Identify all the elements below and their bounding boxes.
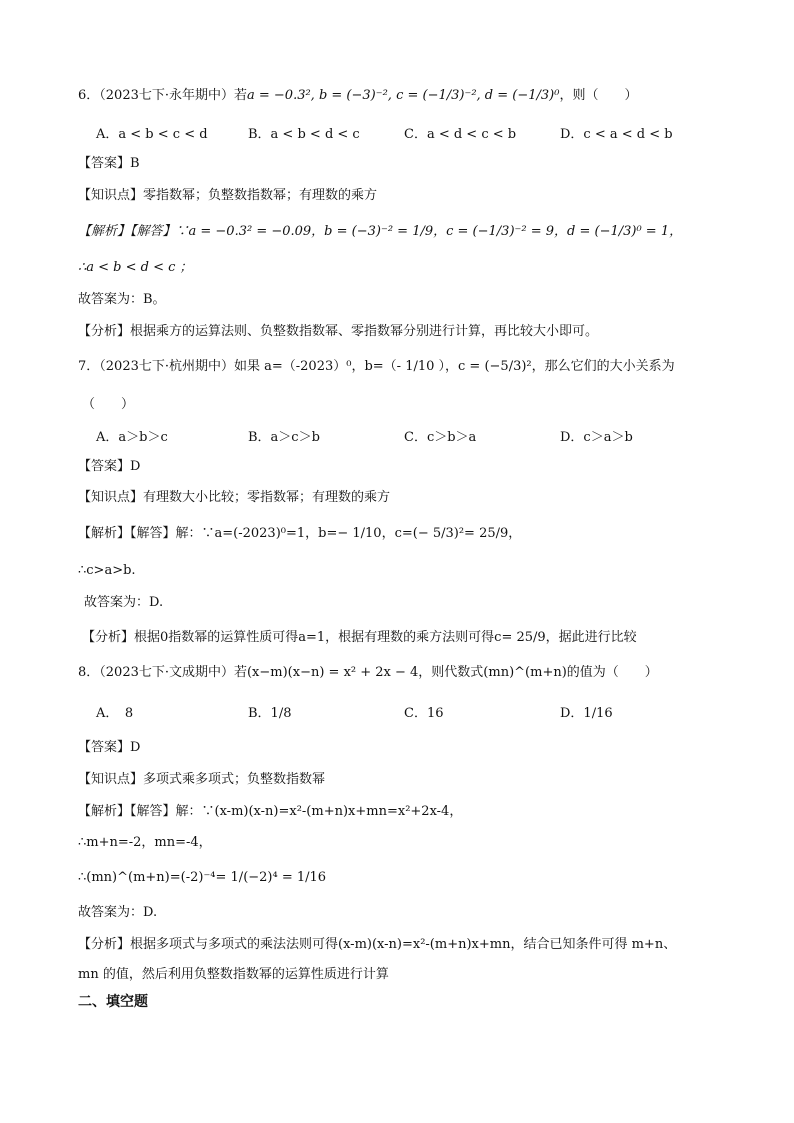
q7-stem-1: 7．（2023七下·杭州期中）如果 a=（-2023）⁰，b=（- 1/10 ），c = (−5/3)²，那么它们的大小关系为 <box>78 359 675 374</box>
q8-option-a: A． 8 <box>96 706 134 721</box>
q7-option-d: D．c＞a＞b <box>560 430 633 445</box>
q7-solution-2: ∴c>a>b. <box>78 563 136 578</box>
q7-option-a: A．a＞b＞c <box>96 430 168 445</box>
q7-stem-2: （ ） <box>82 397 135 412</box>
q8-analysis-2: mn 的值，然后利用负整数指数幂的运算性质进行计算 <box>78 967 389 982</box>
q8-answer: 【答案】D <box>78 740 141 755</box>
q8-solution-3: ∴(mn)^(m+n)=(-2)⁻⁴= 1/(−2)⁴ = 1/16 <box>78 870 327 885</box>
q6-solution-2: ∴a < b < d < c ； <box>78 260 193 275</box>
q8-knowledge: 【知识点】多项式乘多项式；负整数指数幂 <box>78 772 326 787</box>
q7-option-b: B．a＞c＞b <box>248 430 320 445</box>
q8-solution-1: 【解析】【解答】解：∵(x-m)(x-n)=x²-(m+n)x+mn=x²+2x-4， <box>78 804 463 819</box>
q7-solution-1: 【解析】【解答】解：∵a=(-2023)⁰=1，b=− 1/10，c=(− 5/3)²= 25/9， <box>78 526 522 541</box>
q8-option-d: D．1/16 <box>560 706 613 721</box>
q7-solution-3: 故答案为：D. <box>84 595 164 610</box>
q6-stem-suffix: ，则（ ） <box>559 88 638 103</box>
q7-analysis: 【分析】根据0指数幂的运算性质可得a=1，根据有理数的乘方法则可得c= 25/9，据此进行比较 <box>82 630 637 645</box>
q6-knowledge: 【知识点】零指数幂；负整数指数幂；有理数的乘方 <box>78 188 378 203</box>
q6-answer: 【答案】B <box>78 156 140 171</box>
q8-solution-4: 故答案为：D. <box>78 905 158 920</box>
q8-option-b: B．1/8 <box>248 706 292 721</box>
q6-stem-cond: a = −0.3², b = (−3)⁻², c = (−1/3)⁻², d = (−1/3)⁰ <box>247 88 560 103</box>
q6-solution-3: 故答案为：B。 <box>78 292 166 307</box>
q6-option-b: B．a < b < d < c <box>248 127 360 142</box>
q8-solution-2: ∴m+n=-2，mn=-4， <box>78 835 212 850</box>
q7-option-c: C．c＞b＞a <box>404 430 477 445</box>
q8-stem: 8．（2023七下·文成期中）若(x−m)(x−n) = x² + 2x − 4，则代数式(mn)^(m+n)的值为（ ） <box>78 665 658 680</box>
q6-stem <box>78 86 637 106</box>
section-title: 二、填空题 <box>78 994 148 1010</box>
q7-answer: 【答案】D <box>78 459 141 474</box>
q8-option-c: C．16 <box>404 706 444 721</box>
q6-option-a: A．a < b < c < d <box>96 127 208 142</box>
q6-solution-1: 【解析】【解答】∵a = −0.3² = −0.09，b = (−3)⁻² = 1/9，c = (−1/3)⁻² = 9，d = (−1/3)⁰ = 1， <box>78 224 683 239</box>
q6-option-d: D．c < a < d < b <box>560 127 673 142</box>
q6-stem-prefix: 6．（2023七下·永年期中）若 <box>78 88 247 103</box>
q8-analysis-1: 【分析】根据多项式与多项式的乘法法则可得(x-m)(x-n)=x²-(m+n)x+mn，结合已知条件可得 m+n、 <box>78 937 677 952</box>
q6-analysis: 【分析】根据乘方的运算法则、负整数指数幂、零指数幂分别进行计算，再比较大小即可。 <box>78 324 599 339</box>
q7-knowledge: 【知识点】有理数大小比较；零指数幂；有理数的乘方 <box>78 490 391 505</box>
q6-option-c: C．a < d < c < b <box>404 127 517 142</box>
